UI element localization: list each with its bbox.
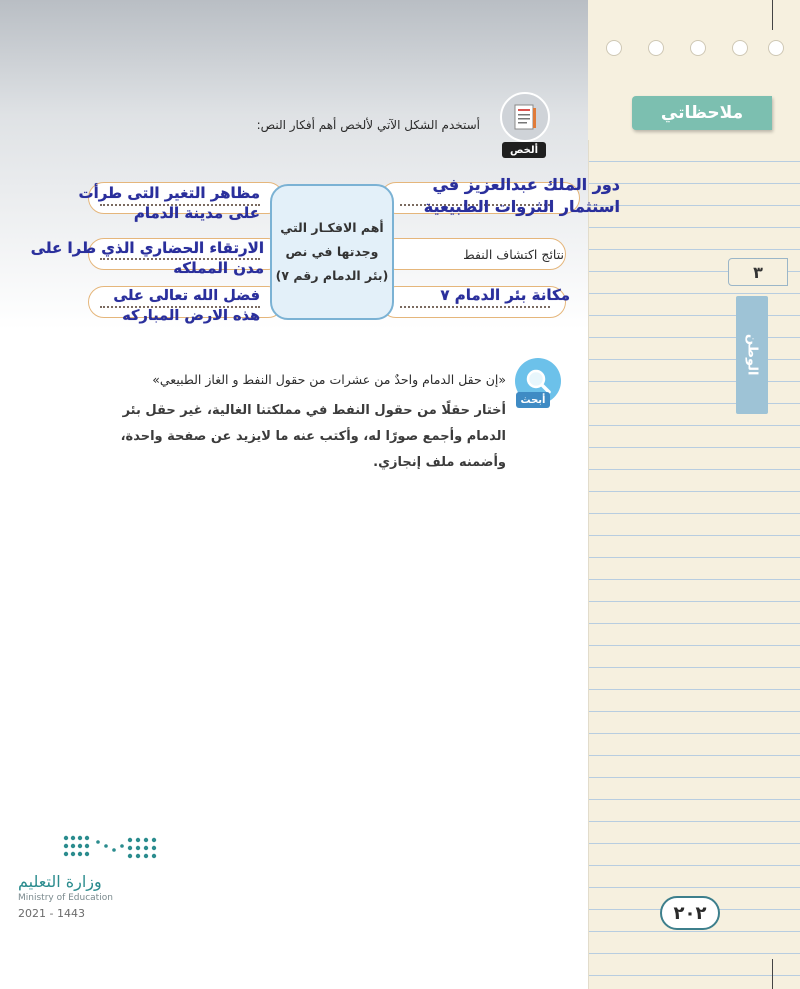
page-number: ٢٠٢	[660, 896, 720, 930]
document-icon	[510, 102, 540, 132]
unit-number: ٣	[728, 258, 788, 286]
ministry-name-ar: وزارة التعليم	[18, 872, 102, 891]
search-instructions	[86, 398, 506, 476]
handwritten-answer-left-1: مظاهر التغير التى طرأت على مدينة الدمام	[78, 184, 260, 223]
ministry-logo-icon	[62, 832, 158, 864]
binder-hole	[648, 40, 664, 56]
main-ideas-box: أهم الافكـار التي وجدتها في نص (بئر الدمام رقم ٧)	[270, 184, 394, 320]
search-label: أبحث	[516, 392, 550, 408]
notes-panel	[588, 0, 800, 989]
printed-idea: نتائج اكتشاف النفط	[463, 247, 564, 262]
binder-hole	[606, 40, 622, 56]
summarize-label: ألخص	[502, 142, 546, 158]
binder-hole	[768, 40, 784, 56]
answer-line	[400, 306, 550, 308]
crop-mark	[772, 959, 773, 989]
summary-instruction: أستخدم الشكل الآتي لألخص أهم أفكار النص:	[256, 118, 480, 132]
binder-hole	[690, 40, 706, 56]
binder-hole	[732, 40, 748, 56]
summarize-icon	[500, 92, 550, 142]
search-line: أختار حقلًا من حقول النفط في مملكتنا الغالية، غير حقل بئر	[122, 403, 506, 418]
handwritten-answer-right-1: دور الملك عبدالعزيز في استثمار الثروات الطبيعية	[423, 175, 620, 216]
notes-tab: ملاحظاتي	[632, 96, 772, 130]
unit-side-tab	[736, 296, 768, 414]
search-line: وأضمنه ملف إنجازي.	[373, 455, 506, 470]
magnifier-icon	[524, 367, 552, 395]
search-line: الدمام وأجمع صورًا له، وأكتب عنه ما لايزيد عن صفحة واحدة،	[120, 429, 506, 444]
ministry-year: 2021 - 1443	[18, 907, 85, 920]
crop-mark	[772, 0, 773, 30]
search-quote: «إن حقل الدمام واحدٌ من عشرات من حقول النفط و الغاز الطبيعي»	[152, 372, 506, 387]
unit-side-tab-label: الوطن	[744, 334, 760, 376]
handwritten-answer-left-3: فضل الله تعالى على هذه الارض المباركه	[113, 288, 260, 325]
ministry-name-en: Ministry of Education	[18, 893, 113, 903]
handwritten-answer-right-3: مكانة بئر الدمام ٧	[440, 286, 570, 304]
handwritten-answer-left-2: الارتقاء الحضاري الذي طرا على مدن المملكه	[30, 239, 264, 278]
